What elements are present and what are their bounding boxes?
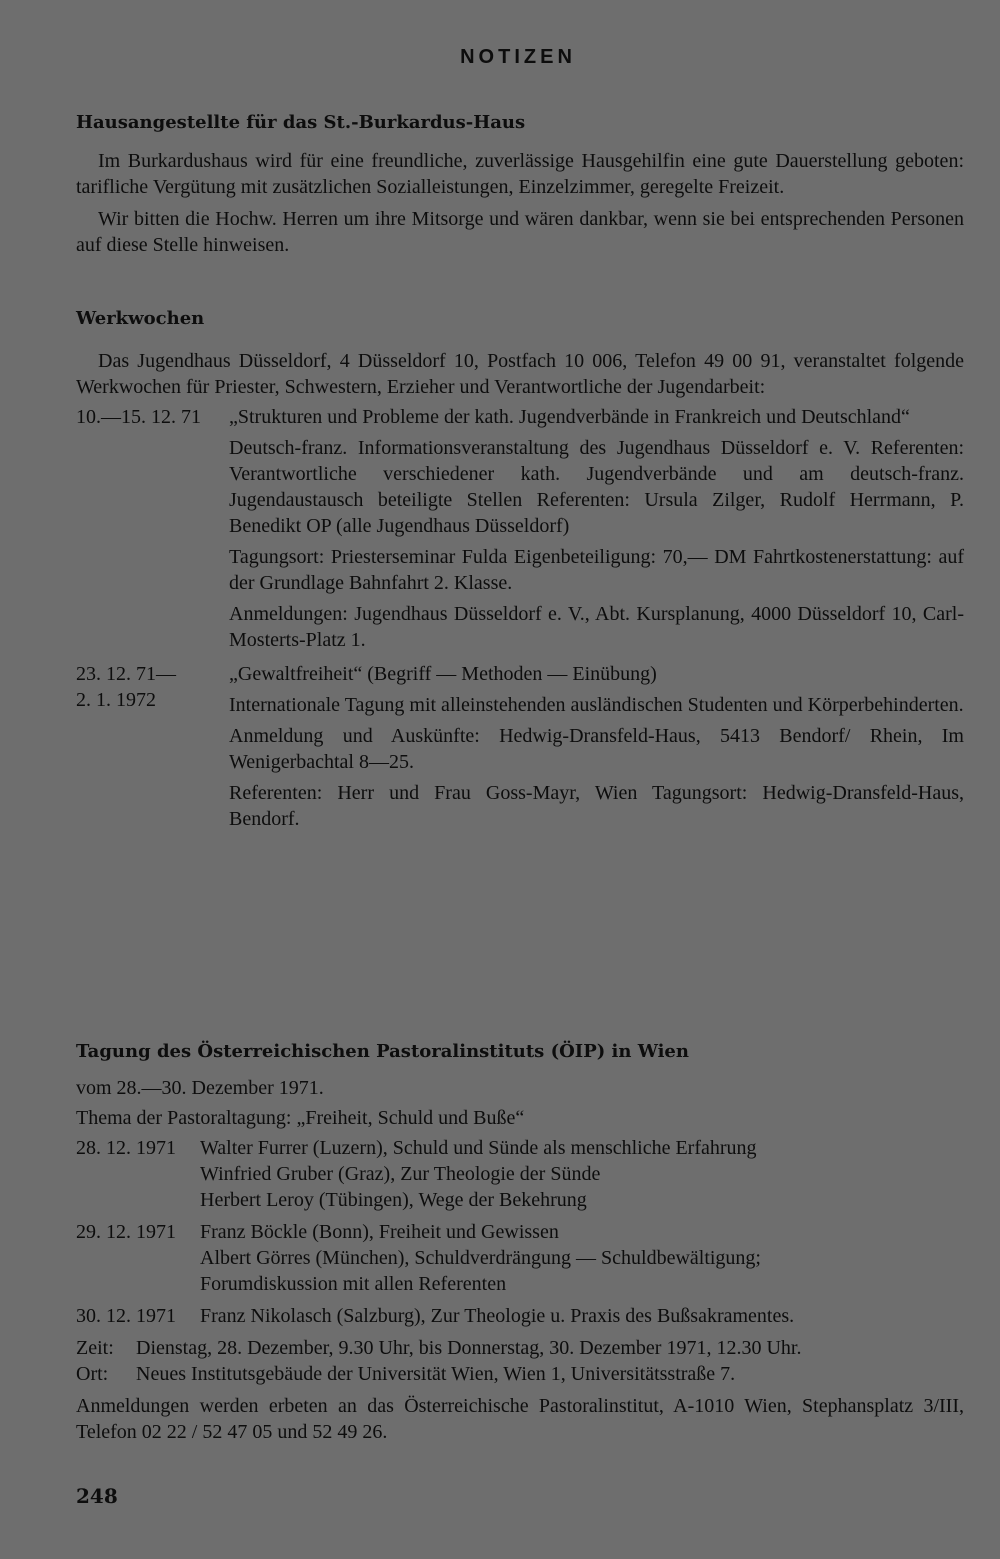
paragraph: Anmeldungen: Jugendhaus Düsseldorf e. V., Abt. Kursplanung, 4000 Düsseldorf 10, Carl-Mosterts-Platz 1. bbox=[229, 603, 964, 651]
paragraph: vom 28.—30. Dezember 1971. bbox=[76, 1077, 324, 1099]
program-line: Forumdiskussion mit allen Referenten bbox=[200, 1273, 507, 1295]
paragraph: Tagungsort: Priesterseminar Fulda Eigenbeteiligung: 70,— DM Fahrtkostenerstattung: auf der Grundlage Bahnfahrt 2. Klasse. bbox=[229, 546, 964, 594]
place-label: Ort: bbox=[76, 1363, 109, 1385]
program-date: 29. 12. 1971 bbox=[76, 1221, 176, 1243]
event-body bbox=[229, 661, 964, 832]
program-line: Walter Furrer (Luzern), Schuld und Sünde als menschliche Erfahrung bbox=[200, 1137, 757, 1159]
program-day bbox=[76, 1219, 964, 1297]
program-line: Herbert Leroy (Tübingen), Wege der Bekehrung bbox=[200, 1189, 587, 1211]
section-title: Werkwochen bbox=[76, 308, 205, 329]
paragraph: Wir bitten die Hochw. Herren um ihre Mitsorge und wären dankbar, wenn sie bei entsprechenden Personen auf diese Stelle hinweisen. bbox=[76, 208, 964, 256]
section-hausangestellte bbox=[76, 110, 964, 258]
paragraph: Referenten: Herr und Frau Goss-Mayr, Wien Tagungsort: Hedwig-Dransfeld-Haus, Bendorf. bbox=[229, 782, 964, 830]
paragraph: Das Jugendhaus Düsseldorf, 4 Düsseldorf 10, Postfach 10 006, Telefon 49 00 91, veranstaltet folgende Werkwochen für Priester, Schwestern, Erzieher und Verantwortliche der Jugendarbeit: bbox=[76, 350, 964, 398]
paragraph: Im Burkardushaus wird für eine freundliche, zuverlässige Hausgehilfin eine gute Dauerstellung geboten: tarifliche Vergütung mit zusätzlichen Sozialleistungen, Einzelzimmer, geregelte Freizeit. bbox=[76, 150, 964, 198]
place-value: Neues Institutsgebäude der Universität Wien, Wien 1, Universitätsstraße 7. bbox=[136, 1363, 736, 1385]
section-werkwochen bbox=[76, 306, 964, 832]
paragraph: Internationale Tagung mit alleinstehenden ausländischen Studenten und Körperbehinderten. bbox=[229, 694, 964, 716]
paragraph: Anmeldung und Auskünfte: Hedwig-Dransfeld-Haus, 5413 Bendorf/ Rhein, Im Wenigerbachtal 8—25. bbox=[229, 725, 964, 773]
registration-note: Anmeldungen werden erbeten an das Österreichische Pastoralinstitut, A-1010 Wien, Stephansplatz 3/III, Telefon 02 22 / 52 47 05 und 52 49 26. bbox=[76, 1395, 964, 1443]
program-line: Franz Böckle (Bonn), Freiheit und Gewissen bbox=[200, 1221, 559, 1243]
paragraph: Deutsch-franz. Informationsveranstaltung des Jugendhaus Düsseldorf e. V. Referenten: Verantwortliche verschiedener kath. Jugendverbände und am deutsch-franz. Jugendaustausch beteiligte Stellen Referenten: Ursula Zilger, Rudolf Herrmann, P. Benedikt OP (alle Jugendhaus Düsseldorf) bbox=[229, 437, 964, 537]
place-row bbox=[76, 1361, 964, 1387]
event-date: 10.—15. 12. 71 bbox=[76, 406, 201, 428]
event-title: „Gewaltfreiheit“ (Begriff — Methoden — Einübung) bbox=[229, 663, 657, 685]
section-title: Tagung des Österreichischen Pastoralinstituts (ÖIP) in Wien bbox=[76, 1041, 689, 1062]
event-title: „Strukturen und Probleme der kath. Jugendverbände in Frankreich und Deutschland“ bbox=[229, 406, 910, 428]
program-day bbox=[76, 1303, 964, 1329]
running-head: NOTIZEN bbox=[460, 46, 576, 68]
program-body bbox=[200, 1135, 964, 1213]
time-row bbox=[76, 1335, 964, 1361]
program-body bbox=[200, 1219, 964, 1297]
program-date: 30. 12. 1971 bbox=[76, 1305, 176, 1327]
paragraph: Thema der Pastoraltagung: „Freiheit, Schuld und Buße“ bbox=[76, 1107, 525, 1129]
event-entry bbox=[76, 404, 964, 653]
event-body bbox=[229, 404, 964, 653]
section-oip bbox=[76, 1039, 964, 1445]
program-date: 28. 12. 1971 bbox=[76, 1137, 176, 1159]
program-line: Franz Nikolasch (Salzburg), Zur Theologie u. Praxis des Bußsakramentes. bbox=[200, 1305, 795, 1327]
time-value: Dienstag, 28. Dezember, 9.30 Uhr, bis Donnerstag, 30. Dezember 1971, 12.30 Uhr. bbox=[136, 1337, 802, 1359]
event-entry bbox=[76, 661, 964, 832]
program-line: Winfried Gruber (Graz), Zur Theologie der Sünde bbox=[200, 1163, 601, 1185]
event-date: 23. 12. 71— 2. 1. 1972 bbox=[76, 663, 176, 711]
section-title: Hausangestellte für das St.-Burkardus-Haus bbox=[76, 112, 526, 133]
program-day bbox=[76, 1135, 964, 1213]
page-number: 248 bbox=[76, 1484, 118, 1508]
program-line: Albert Görres (München), Schuldverdrängung — Schuldbewältigung; bbox=[200, 1247, 761, 1269]
time-label: Zeit: bbox=[76, 1337, 114, 1359]
program-body bbox=[200, 1303, 964, 1329]
